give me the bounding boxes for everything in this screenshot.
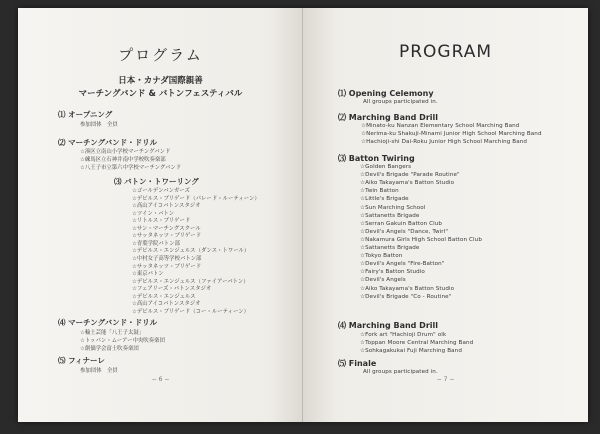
program-item: ☆高山アイコバトンスタジオ [132,301,201,308]
program-item: ☆トッパン・ムーアー中央吹奏楽団 [80,338,165,344]
program-item: ☆サン・マーチングスクール [132,225,201,232]
section-heading-2: ⑵ マーチングバンド・ドリル [58,138,158,147]
program-item: ☆デビルス・エンジェルス（ファイアーバトン） [132,278,249,285]
program-item: ☆Sattanetts Brigade [360,212,420,219]
page-number-right: − 7 − [436,376,455,383]
subtitle-line2: マーチングバンド & バトンフェスティバル [78,89,243,99]
subtitle-line1: 日本・カナダ国際親善 [118,76,203,86]
program-item: ☆Devil's Brigade "Co - Routine" [360,293,452,300]
program-item: ☆湊区立南山小学校マーチングバンド [80,149,171,155]
program-item: ☆Devil's Brigade "Parade Routine" [360,172,460,179]
section-heading-2: ⑵ Marching Band Drill [338,113,438,122]
program-item: ☆デビルス・ブリゲード（パレード・ルーティーン） [132,195,260,202]
program-item: ☆高山アイコバトンスタジオ [132,203,201,210]
program-item: ☆練馬区立石神井南中学校吹奏楽部 [80,157,166,163]
section-heading-1: ⑴ オープニング [58,110,113,119]
program-item: ☆Devil's Angels [360,277,406,284]
program-item: ☆Fork art "Hachioji Drum" olk [360,332,447,338]
program-item: ☆サッタネッツ・ブリゲード [132,233,202,240]
program-booklet [18,8,588,422]
program-item: ☆リトルス・ブリゲード [132,218,191,225]
program-item: ☆創価学会富士吹奏楽団 [80,346,139,352]
program-item: All groups participated in. [363,99,438,105]
program-item: ☆ゴールデンバンガーズ [132,188,190,194]
program-item: ☆Aiko Takayama's Batton Studio [360,285,455,292]
program-item: ☆デビルス・エンジェルス（ダンス・トワール） [132,248,250,255]
program-item: ☆中村女子高等学校バトン部 [132,255,202,262]
program-item: ☆輸土芸能「八王子太鼓」 [80,330,145,336]
section-heading-3: ⑶ バトン・トワーリング [114,177,199,186]
program-item: ☆Sattanetts Brigade [360,245,420,251]
program-item: ☆Aiko Takayama's Batton Studio [360,180,455,187]
program-item: ☆Sun Marching School [360,204,426,211]
program-item: ☆Nerima-ku Shakuji-Minami Junior High School Marching Band [361,131,542,137]
program-item: ☆Serran Gakuin Batton Club [360,220,443,227]
section-heading-1: ⑴ Opening Celemony [338,89,434,98]
program-item: 参加団体 全員 [80,368,118,374]
page-number-left: − 6 − [151,376,170,383]
program-item: ☆Little's Brigade [360,196,409,203]
right-page [303,8,588,422]
section-heading-5: ⑸ フィナーレ [58,356,105,365]
section-heading-5: ⑸ Finale [338,359,377,368]
program-item: ☆Golden Bangers [360,164,412,170]
program-item: ☆デビルス・エンジェルス [132,293,196,300]
program-item: ☆Nakamura Girls High School Batton Club [360,236,482,243]
program-item: ☆フェアリーズ・バトンスタジオ [132,286,212,293]
program-item: ☆Minato-ku Nanzan Elementary School Marching Band [361,123,520,129]
program-item: ☆Hachioji-shi Dai-Roku Junior High School Marching Band [361,139,528,145]
program-item: ☆Fairy's Batton Studio [360,269,425,276]
program-item: ☆青葉学院バトン部 [132,240,180,247]
program-item: ☆デビルス・ブリゲード（コー・ルーティーン） [132,308,250,315]
program-item: ☆ツイン・バトン [132,210,175,217]
section-heading-4: ⑷ マーチングバンド・ドリル [58,318,158,327]
program-item: ☆八王子市立第六中学校マーチングバンド [80,165,182,171]
program-item: ☆Toppan Moore Central Marching Band [360,340,474,346]
program-item: ☆Sohkagakukai Fuji Marching Band [360,348,462,354]
program-item: ☆Devil's Angels "Dance, Twirl" [360,228,448,235]
section-heading-3: ⑶ Batton Twiring [338,154,415,163]
program-item: ☆Twin Batton [360,188,399,195]
program-item: ☆東京バトン [132,271,164,278]
program-item: ☆サッタネッツ・ブリゲード [132,263,202,270]
page-title-jp: プログラム [118,46,203,64]
program-item: All groups participated in. [363,369,438,375]
page-title-en: PROGRAM [398,42,493,62]
program-item: ☆Devil's Angels "Fire-Batton" [360,261,445,268]
program-item: 参加団体 全員 [80,122,118,128]
left-page [18,8,303,422]
program-item: ☆Tokyo Batton [360,253,403,260]
section-heading-4: ⑷ Marching Band Drill [338,321,438,330]
